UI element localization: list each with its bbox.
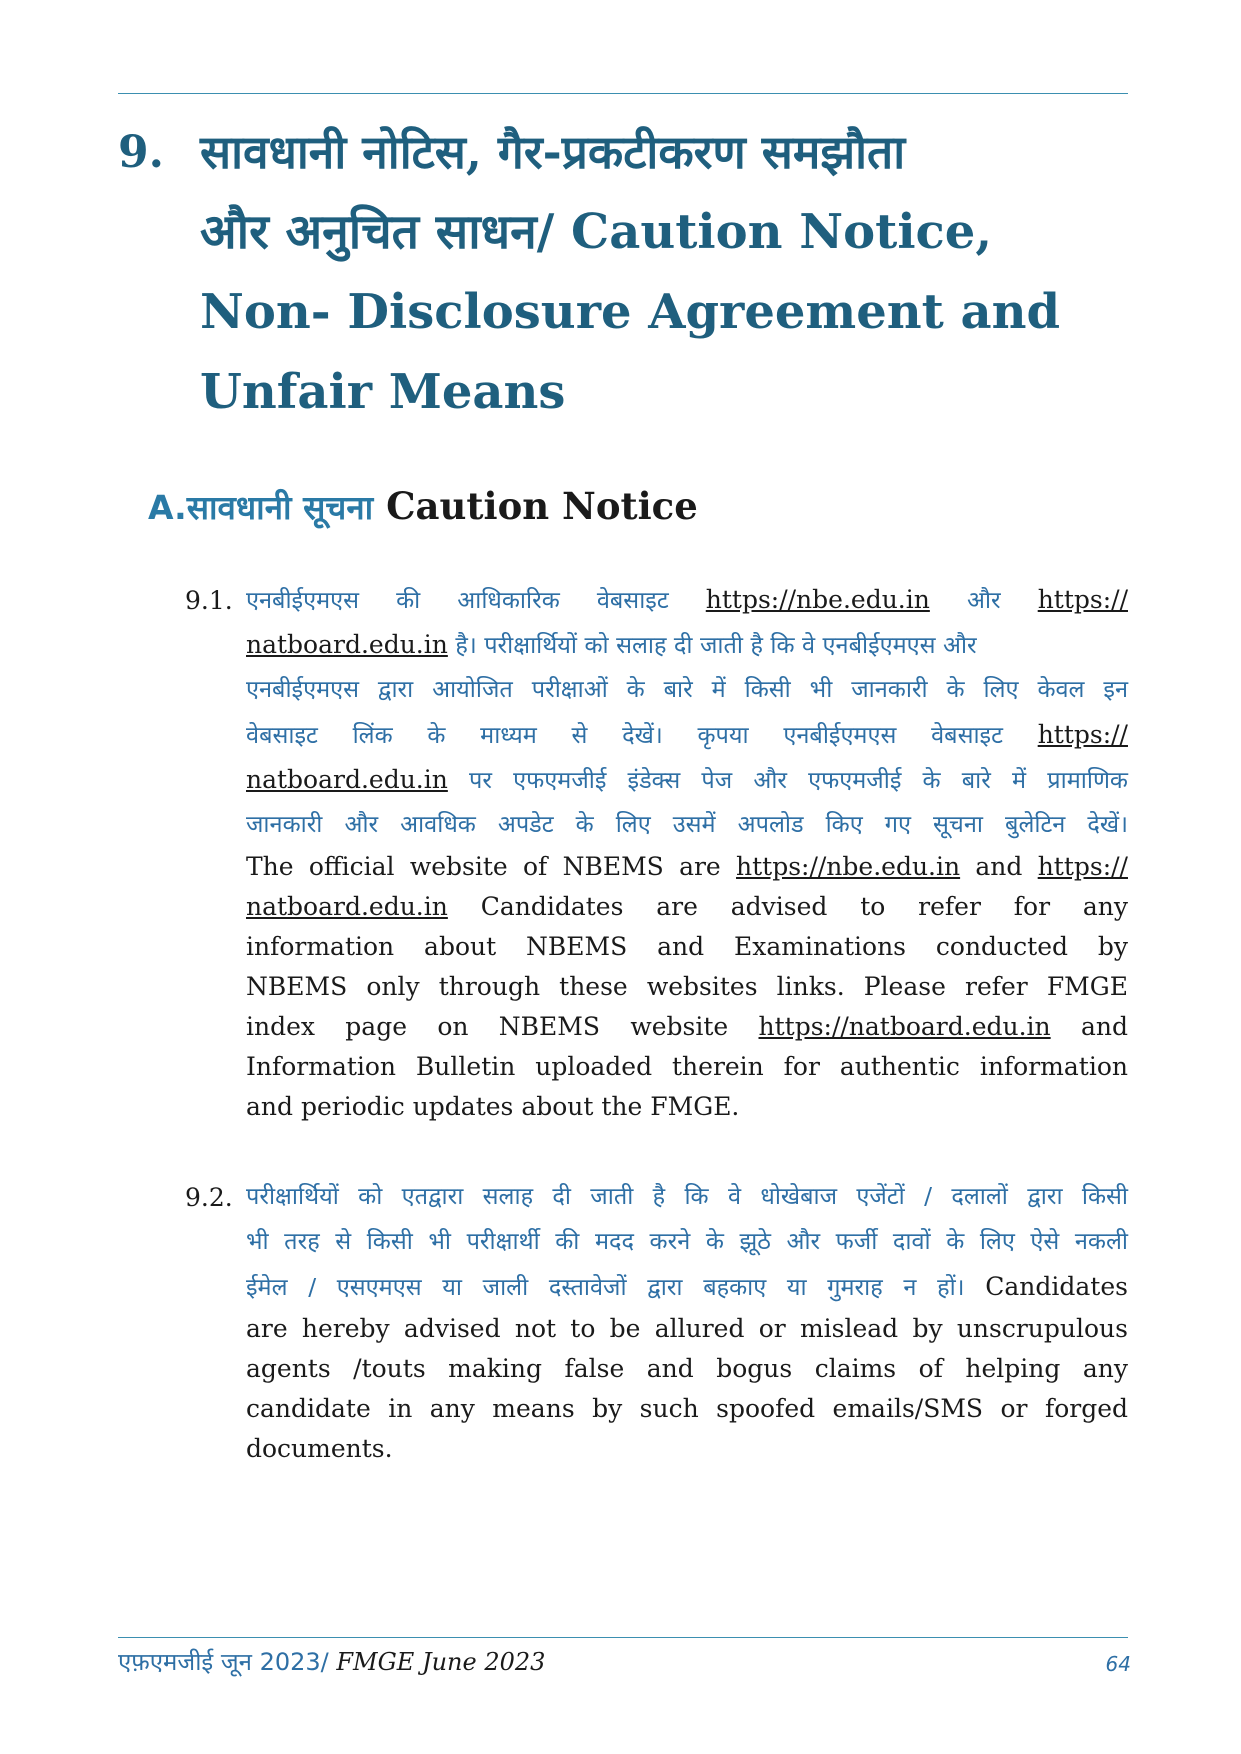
hindi-line: परीक्षार्थियों को एतद्वारा सलाह दी जाती है कि वे धोखेबाज एजेंटों / दलालों द्वारा किसी — [246, 1182, 1128, 1210]
section-title-line: Non- Disclosure Agreement and — [200, 284, 1061, 340]
hindi-text: एनबीईएमएस की आधिकारिक वेबसाइट — [246, 586, 669, 614]
subheading-hindi: A.सावधानी सूचना — [148, 488, 374, 527]
hindi-line: भी तरह से किसी भी परीक्षार्थी की मदद करने के झूठे और फर्जी दावों के लिए ऐसे नकली — [246, 1227, 1128, 1255]
page-number: 64 — [1105, 1652, 1131, 1676]
english-line: information about NBEMS and Examinations conducted by — [246, 932, 1128, 961]
english-text: Candidates are advised to refer for any — [480, 892, 1128, 921]
english-line: NBEMS only through these websites links. Please refer FMGE — [246, 972, 1128, 1001]
english-text: and — [1080, 1012, 1128, 1041]
hindi-line — [246, 622, 1128, 667]
paragraph-9-1 — [246, 577, 1128, 1127]
english-line — [246, 887, 1128, 927]
hindi-line — [246, 577, 1128, 622]
hindi-line — [246, 712, 1128, 757]
item-number-9-1: 9.1. — [185, 586, 233, 615]
english-line — [246, 847, 1128, 887]
hindi-line: एनबीईएमएस द्वारा आयोजित परीक्षाओं के बारे में किसी भी जानकारी के लिए केवल इन — [246, 675, 1128, 703]
hindi-line: जानकारी और आवधिक अपडेट के लिए उसमें अपलोड किए गए सूचना बुलेटिन देखें। — [246, 810, 1128, 838]
footer-hindi: एफ़एमजीई जून 2023/ — [118, 1648, 329, 1676]
english-line — [246, 1007, 1128, 1047]
english-line: Information Bulletin uploaded therein for authentic information — [246, 1052, 1128, 1081]
section-title-line: Unfair Means — [200, 364, 566, 420]
section-number: 9. — [118, 127, 164, 178]
english-line: and periodic updates about the FMGE. — [246, 1092, 740, 1121]
hindi-conjunction: और — [966, 586, 1001, 614]
nbe-link[interactable]: https://nbe.edu.in — [705, 585, 930, 614]
subheading-english: Caution Notice — [386, 484, 698, 528]
natboard-link-part[interactable]: natboard.edu.in — [246, 630, 448, 659]
bottom-rule — [118, 1637, 1128, 1638]
natboard-link-part[interactable]: https:// — [1037, 720, 1128, 749]
natboard-link-part[interactable]: https:// — [1037, 585, 1128, 614]
english-line: are hereby advised not to be allured or mislead by unscrupulous — [246, 1314, 1128, 1343]
natboard-link-part[interactable]: https:// — [1037, 852, 1128, 881]
nbe-link[interactable]: https://nbe.edu.in — [736, 852, 961, 881]
hindi-line — [246, 1264, 1128, 1309]
english-text: Candidates — [985, 1272, 1128, 1301]
natboard-link-part[interactable]: natboard.edu.in — [246, 892, 448, 921]
english-line: candidate in any means by such spoofed emails/SMS or forged — [246, 1394, 1128, 1423]
hindi-text: है। परीक्षार्थियों को सलाह दी जाती है कि वे एनबीईएमएस और — [455, 631, 977, 659]
hindi-text: वेबसाइट लिंक के माध्यम से देखें। कृपया एनबीईएमएस वेबसाइट — [246, 721, 1003, 749]
section-title-line: सावधानी नोटिस, गैर-प्रकटीकरण समझौता — [200, 125, 906, 179]
top-rule — [118, 93, 1128, 94]
section-title-line: और अनुचित साधन/ Caution Notice, — [200, 204, 993, 260]
footer-title — [118, 1645, 545, 1678]
section-title — [200, 112, 1130, 432]
item-number-9-2: 9.2. — [185, 1183, 233, 1212]
paragraph-9-2 — [246, 1174, 1128, 1469]
english-line: documents. — [246, 1434, 393, 1463]
subheading — [148, 478, 698, 536]
natboard-link-part[interactable]: natboard.edu.in — [246, 765, 448, 794]
english-text: index page on NBEMS website — [246, 1012, 729, 1041]
natboard-link[interactable]: https://natboard.edu.in — [758, 1012, 1051, 1041]
hindi-text: पर एफएमजीई इंडेक्स पेज और एफएमजीई के बारे में प्रामाणिक — [469, 766, 1128, 794]
english-line: agents /touts making false and bogus claims of helping any — [246, 1354, 1128, 1383]
hindi-text: ईमेल / एसएमएस या जाली दस्तावेजों द्वारा बहकाए या गुमराह न हों। — [246, 1273, 965, 1301]
english-text: The official website of NBEMS are — [246, 852, 721, 881]
hindi-line — [246, 757, 1128, 802]
english-text: and — [975, 852, 1023, 881]
footer-english: FMGE June 2023 — [336, 1648, 546, 1676]
